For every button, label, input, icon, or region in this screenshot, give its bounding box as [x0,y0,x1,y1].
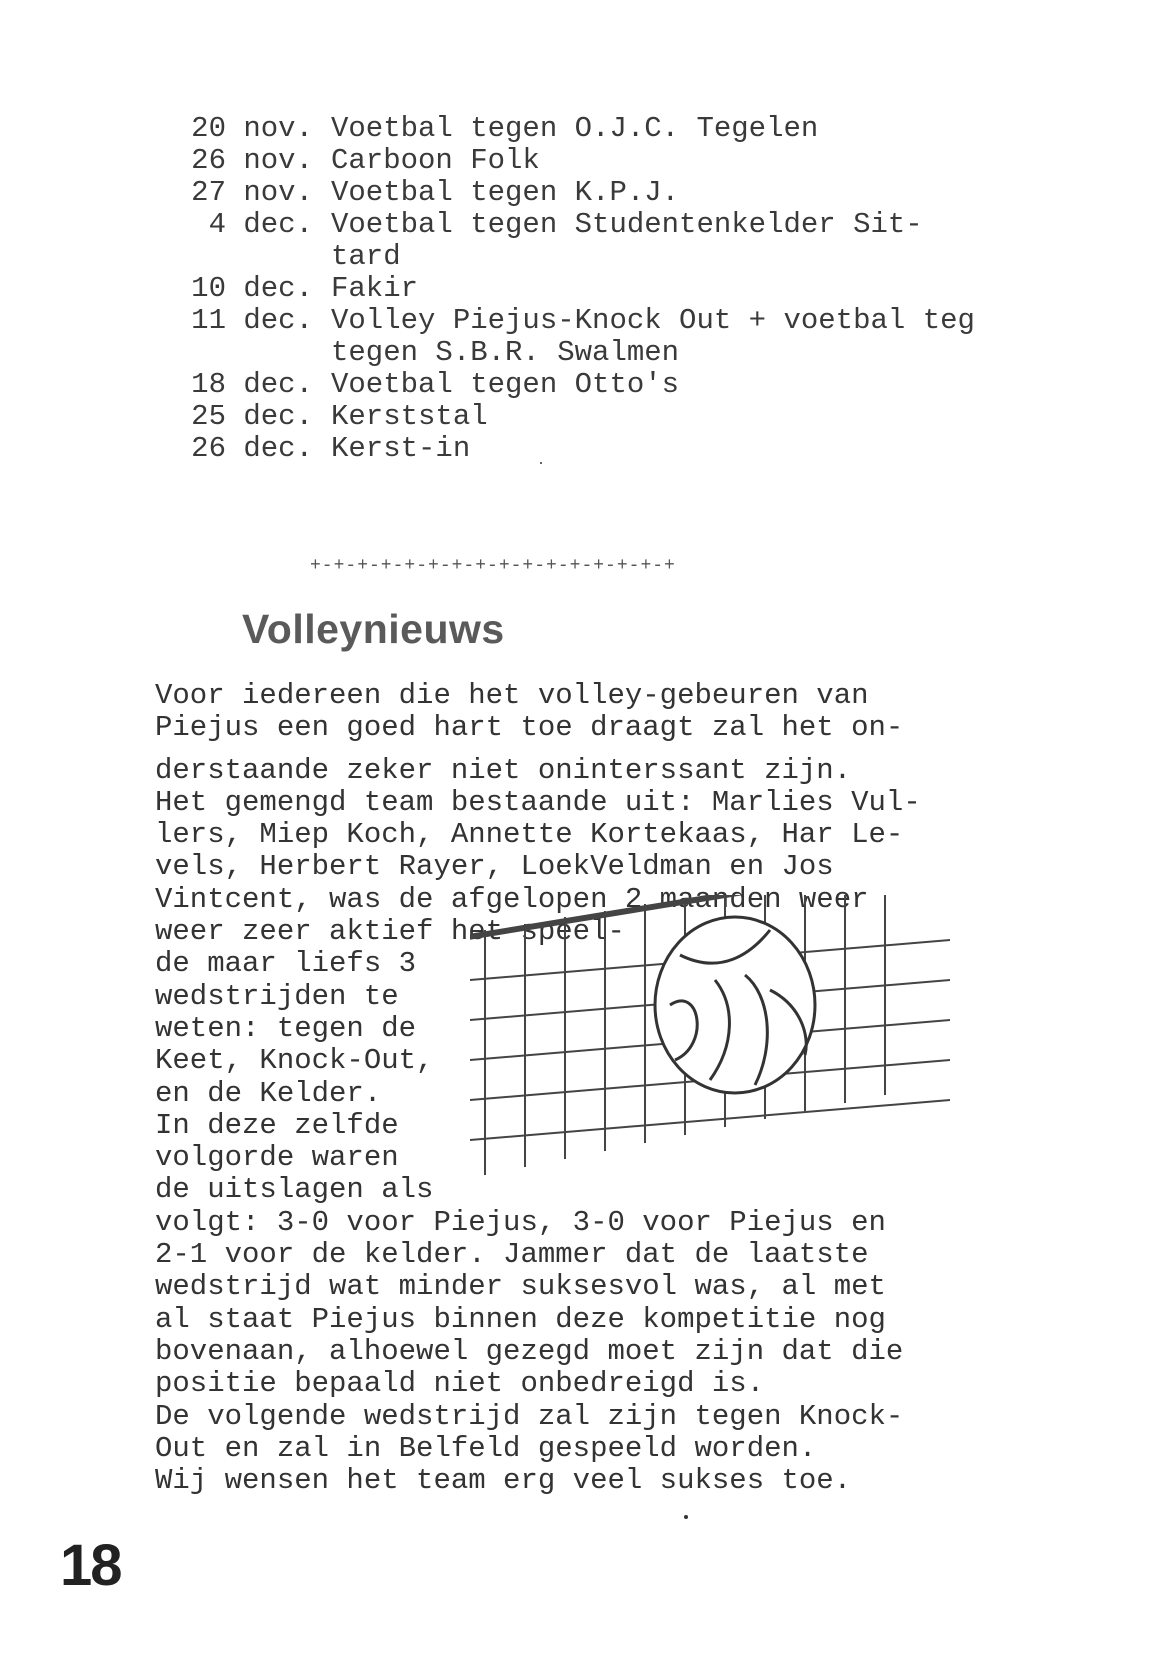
schedule-date: 10 dec. [191,272,313,305]
schedule-row [155,433,1075,465]
schedule-event: tegen S.B.R. Swalmen [331,337,680,369]
schedule-event: Kerst-in [331,433,471,465]
schedule-date: 4 dec. [208,208,313,241]
article-line: weer zeer aktief het speel- [155,915,625,949]
schedule-event: Voetbal tegen O.J.C. Tegelen [331,113,819,145]
article-line: Out en zal in Belfeld gespeeld worden. [155,1431,817,1465]
schedule-row [155,305,1075,337]
article-heading: Volleynieuws [242,606,505,652]
article-line: al staat Piejus binnen deze kompetitie nog [155,1302,886,1336]
article-line: 2-1 voor de kelder. Jammer dat de laatste [155,1238,869,1272]
schedule-row [155,113,1075,145]
volleyball-icon [655,917,815,1093]
schedule-row [155,401,1075,433]
schedule-event: Kerststal [331,401,488,433]
page-number: 18 [60,1533,121,1598]
schedule-date: 26 nov. [191,144,313,177]
article-line: bovenaan, alhoewel gezegd moet zijn dat die [155,1334,904,1368]
article-line: en de Kelder. [155,1076,382,1110]
schedule-date [155,337,313,369]
ink-speck [684,1515,688,1519]
schedule-date: 25 dec. [191,400,313,433]
ink-speck [540,462,542,464]
article-line: De volgende wedstrijd zal zijn tegen Knock- [155,1399,904,1433]
article-line: Voor iedereen die het volley-gebeuren van [155,679,869,712]
article-line: Keet, Knock-Out, [155,1044,434,1078]
schedule-row [155,273,1075,305]
article-line: volgt: 3-0 voor Piejus, 3-0 voor Piejus en [155,1205,886,1239]
article-line: wedstrijden te [155,979,399,1013]
article-line: lers, Miep Koch, Annette Kortekaas, Har Le- [155,818,904,852]
schedule-event: Carboon Folk [331,145,540,177]
article-line: In deze zelfde [155,1108,399,1142]
event-schedule [155,113,1075,465]
schedule-date: 18 dec. [191,368,313,401]
article-line: de maar liefs 3 [155,947,417,981]
schedule-row [155,241,1075,273]
schedule-date: 27 nov. [191,176,313,209]
article-line: weten: tegen de [155,1011,417,1045]
article-line: Vintcent, was de afgelopen 2 maanden weer [155,882,869,916]
article-line: derstaande zeker niet oninterssant zijn. [155,753,852,787]
section-divider: +-+-+-+-+-+-+-+-+-+-+-+-+-+-+-+ [310,556,676,576]
schedule-row [155,177,1075,209]
schedule-date: 11 dec. [191,304,313,337]
schedule-event: Voetbal tegen K.P.J. [331,177,680,209]
schedule-row [155,369,1075,401]
schedule-event: Volley Piejus-Knock Out + voetbal teg [331,305,975,337]
schedule-event: Fakir [331,273,419,305]
schedule-date [155,241,313,273]
article-line: Wij wensen het team erg veel sukses toe. [155,1464,852,1498]
schedule-row [155,145,1075,177]
schedule-date: 20 nov. [191,112,313,145]
article-line: Piejus een goed hart toe draagt zal het on- [155,711,904,745]
schedule-row [155,337,1075,369]
article-line: volgorde waren [155,1141,399,1175]
schedule-event: Voetbal tegen Otto's [331,369,680,401]
schedule-event: Voetbal tegen Studentenkelder Sit- [331,209,923,241]
schedule-event: tard [331,241,401,273]
article-line: de uitslagen als [155,1173,434,1207]
article-line: vels, Herbert Rayer, LoekVeldman en Jos [155,850,834,884]
schedule-date: 26 dec. [191,432,313,465]
article-line: wedstrijd wat minder suksesvol was, al met [155,1270,886,1304]
article-line: positie bepaald niet onbedreigd is. [155,1367,765,1401]
volleyball-net-illustration [470,895,1030,1225]
schedule-row [155,209,1075,241]
article-line: Het gemengd team bestaande uit: Marlies Vul- [155,785,921,819]
